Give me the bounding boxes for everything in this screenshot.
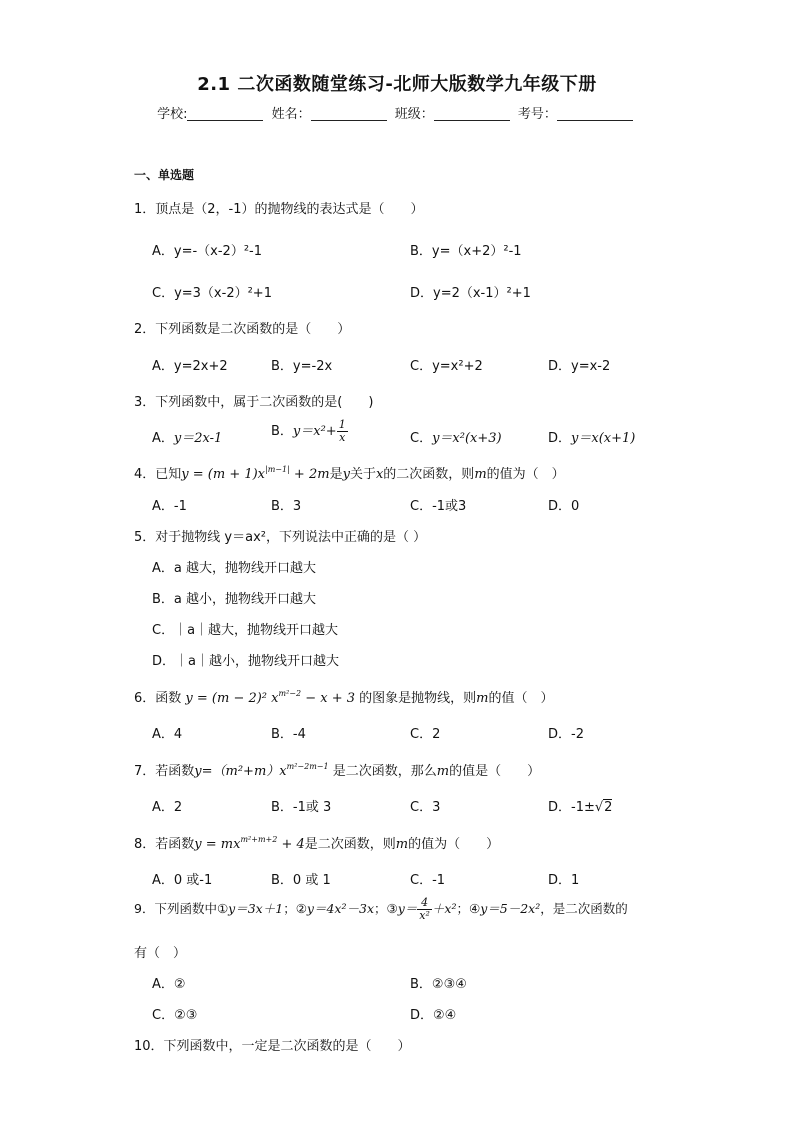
question-4-stem xyxy=(134,463,565,482)
stem-text: 6．函数 xyxy=(134,691,186,706)
section-title: 一、单选题 xyxy=(134,168,195,182)
formula-3-tail: ＋x² xyxy=(431,901,457,916)
formula-tail: + 4 xyxy=(277,837,305,852)
question-9-option-c[interactable]: C．②③ xyxy=(152,1008,198,1023)
fraction-numerator: 1 xyxy=(338,418,346,431)
stem-text: 的值（ ） xyxy=(488,691,554,706)
question-1-option-c[interactable]: C．y=3（x-2）²+1 xyxy=(152,286,272,301)
question-5-option-b[interactable]: B．a 越小，抛物线开口越大 xyxy=(152,592,317,607)
fraction-denominator: x² xyxy=(419,909,430,922)
stem-text: 是二次函数，那么 xyxy=(332,764,437,779)
question-9-option-d[interactable]: D．②④ xyxy=(410,1008,457,1023)
question-2-option-a[interactable]: A．y=2x+2 xyxy=(152,359,228,374)
stem-text: 的二次函数，则 xyxy=(383,467,475,482)
class-label: 班级： xyxy=(394,107,434,122)
question-7-option-a[interactable]: A．2 xyxy=(152,800,183,815)
question-5-option-c[interactable]: C．｜a｜越大，抛物线开口越大 xyxy=(152,623,339,638)
formula-exponent: m²+m+2 xyxy=(240,835,278,844)
exam-no-blank[interactable] xyxy=(557,106,633,121)
formula: y=（m²+m）x xyxy=(194,764,287,779)
formula-2: y＝4x²－3x xyxy=(306,901,374,916)
question-6-option-b[interactable]: B．-4 xyxy=(271,727,306,742)
question-4-option-b[interactable]: B．3 xyxy=(271,499,302,514)
question-6-option-d[interactable]: D．-2 xyxy=(548,727,584,742)
var-x: x xyxy=(375,467,384,482)
stem-text: 7．若函数 xyxy=(134,764,195,779)
question-6-stem xyxy=(134,687,554,706)
question-2-option-d[interactable]: D．y=x-2 xyxy=(548,359,611,374)
option-letter: C． xyxy=(410,431,433,446)
question-7-stem xyxy=(134,760,540,779)
question-5-option-a[interactable]: A．a 越大，抛物线开口越大 xyxy=(152,561,316,576)
formula-exponent: m²−2 xyxy=(278,689,302,698)
question-3-stem: 3．下列函数中，属于二次函数的是( ) xyxy=(134,395,374,410)
formula-3: y＝ xyxy=(397,901,418,916)
question-1-option-b[interactable]: B．y=（x+2）²-1 xyxy=(410,244,522,259)
fraction xyxy=(417,897,432,922)
stem-text: 8．若函数 xyxy=(134,837,195,852)
question-8-stem xyxy=(134,833,499,852)
question-3-option-b[interactable] xyxy=(271,419,348,444)
sqrt-radicand: 2 xyxy=(604,800,613,815)
name-label: 姓名： xyxy=(271,107,311,122)
formula: y = (m + 1)x xyxy=(181,467,266,482)
option-formula: y＝x²+ xyxy=(292,424,337,439)
question-8-option-a[interactable]: A．0 或-1 xyxy=(152,873,213,888)
question-9-option-a[interactable]: A．② xyxy=(152,977,186,992)
question-1-option-a[interactable]: A．y=-（x-2）²-1 xyxy=(152,244,262,259)
exam-no-label: 考号： xyxy=(517,107,557,122)
question-4-option-a[interactable]: A．-1 xyxy=(152,499,187,514)
stem-text: ；② xyxy=(283,901,307,916)
stem-text: 的值是（ ） xyxy=(449,764,541,779)
question-2-option-b[interactable]: B．y=-2x xyxy=(271,359,333,374)
question-7-option-b[interactable]: B．-1或 3 xyxy=(271,800,332,815)
question-10-stem: 10．下列函数中，一定是二次函数的是（ ） xyxy=(134,1039,411,1054)
question-5-stem: 5．对于抛物线 y＝ax²，下列说法中正确的是（ ） xyxy=(134,530,427,545)
var-m: m xyxy=(436,764,450,779)
formula-4: y＝5－2x² xyxy=(480,901,541,916)
question-9-option-b[interactable]: B．②③④ xyxy=(410,977,467,992)
student-info-line xyxy=(0,103,794,122)
formula: y = (m − 2)² x xyxy=(185,691,279,706)
fraction-numerator: 4 xyxy=(417,897,432,910)
var-m: m xyxy=(395,837,409,852)
question-3-option-a[interactable] xyxy=(152,427,222,446)
question-9-stem xyxy=(134,897,628,922)
question-5-option-d[interactable]: D．｜a｜越小，抛物线开口越大 xyxy=(152,654,339,669)
stem-text: ；④ xyxy=(456,901,481,916)
question-6-option-a[interactable]: A．4 xyxy=(152,727,183,742)
school-label: 学校: xyxy=(157,107,188,122)
formula-tail: + 2m xyxy=(289,467,330,482)
option-letter: B． xyxy=(271,424,293,439)
fraction xyxy=(337,419,348,444)
option-formula: y＝x²(x+3) xyxy=(432,431,502,446)
formula-exponent: m²−2m−1 xyxy=(286,762,329,771)
question-7-option-d[interactable] xyxy=(548,796,612,815)
question-2-stem: 2．下列函数是二次函数的是（ ） xyxy=(134,322,351,337)
stem-text: 是 xyxy=(329,467,343,482)
question-8-option-d[interactable]: D．1 xyxy=(548,873,580,888)
stem-text: 的值为（ ） xyxy=(486,467,565,482)
fraction-denominator: x xyxy=(339,431,346,444)
stem-text: 关于 xyxy=(349,467,376,482)
page-title: 2.1 二次函数随堂练习-北师大版数学九年级下册 xyxy=(197,74,597,95)
stem-text: 的值为（ ） xyxy=(408,837,500,852)
question-1-stem: 1．顶点是（2，-1）的抛物线的表达式是（ ） xyxy=(134,202,424,217)
stem-text: 的图象是抛物线，则 xyxy=(359,691,477,706)
option-formula: y＝2x-1 xyxy=(173,431,223,446)
stem-text: 是二次函数，则 xyxy=(304,837,396,852)
stem-text: ，是二次函数的 xyxy=(540,901,628,916)
question-9-stem-line2: 有（ ） xyxy=(134,946,187,961)
var-m: m xyxy=(474,467,487,482)
name-blank[interactable] xyxy=(311,106,387,121)
var-m: m xyxy=(476,691,489,706)
formula-tail: − x + 3 xyxy=(301,691,355,706)
question-4-option-c[interactable]: C．-1或3 xyxy=(410,499,467,514)
option-letter: A． xyxy=(152,431,174,446)
question-8-option-c[interactable]: C．-1 xyxy=(410,873,446,888)
formula-1: y＝3x＋1 xyxy=(228,901,284,916)
class-blank[interactable] xyxy=(434,106,510,121)
stem-text: ；③ xyxy=(374,901,398,916)
school-blank[interactable] xyxy=(187,106,263,121)
question-8-option-b[interactable]: B．0 或 1 xyxy=(271,873,331,888)
question-7-option-c[interactable]: C．3 xyxy=(410,800,441,815)
question-1-option-d[interactable]: D．y=2（x-1）²+1 xyxy=(410,286,531,301)
question-2-option-c[interactable]: C．y=x²+2 xyxy=(410,359,483,374)
option-letter: D． xyxy=(548,431,572,446)
question-3-option-c[interactable] xyxy=(410,427,502,446)
question-4-option-d[interactable]: D．0 xyxy=(548,499,580,514)
question-3-option-d[interactable] xyxy=(548,427,635,446)
stem-text: 9．下列函数中① xyxy=(134,901,229,916)
question-6-option-c[interactable]: C．2 xyxy=(410,727,441,742)
option-formula: y＝x(x+1) xyxy=(571,431,636,446)
stem-text: 4．已知 xyxy=(134,467,182,482)
formula: y = mx xyxy=(194,837,241,852)
formula-exponent: |m−1| xyxy=(265,465,290,474)
sqrt-icon: √ xyxy=(594,800,604,815)
option-text: D．-1± xyxy=(548,800,595,815)
var-y: y xyxy=(342,467,350,482)
